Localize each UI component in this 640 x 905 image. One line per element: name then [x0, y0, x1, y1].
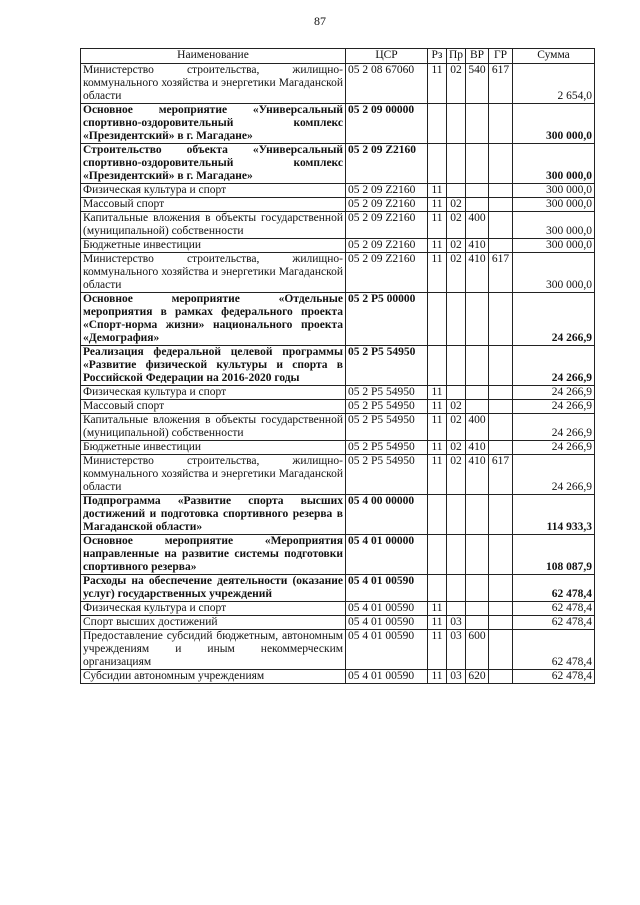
row-csr: 05 4 01 00590 [346, 575, 428, 602]
row-gr [489, 495, 513, 535]
row-sum: 300 000,0 [513, 184, 595, 198]
row-gr [489, 414, 513, 441]
row-name: Массовый спорт [81, 198, 346, 212]
row-rz: 11 [428, 198, 447, 212]
row-gr [489, 602, 513, 616]
header-name: Наименование [81, 49, 346, 64]
row-name: Министерство строительства, жилищно-коммунального хозяйства и энергетики Магаданской области [81, 455, 346, 495]
table-row [81, 386, 595, 400]
row-sum: 300 000,0 [513, 198, 595, 212]
row-vr [466, 400, 489, 414]
row-vr [466, 602, 489, 616]
page-number: 87 [314, 14, 326, 28]
row-sum: 114 933,3 [513, 495, 595, 535]
row-vr [466, 616, 489, 630]
table-row [81, 104, 595, 144]
row-name: Спорт высших достижений [81, 616, 346, 630]
table-row [81, 670, 595, 684]
row-sum: 24 266,9 [513, 293, 595, 346]
row-pr [447, 575, 466, 602]
row-name: Основное мероприятие «Отдельные мероприятия в рамках федерального проекта «Спорт-норма жизни» национального проекта «Демография» [81, 293, 346, 346]
row-name: Физическая культура и спорт [81, 184, 346, 198]
row-name: Основное мероприятие «Мероприятия направленные на развитие системы подготовки спортивного резерва» [81, 535, 346, 575]
table-row [81, 400, 595, 414]
row-gr: 617 [489, 455, 513, 495]
header-rz: Рз [428, 49, 447, 64]
row-rz: 11 [428, 253, 447, 293]
table-row [81, 64, 595, 104]
row-gr [489, 670, 513, 684]
row-rz [428, 346, 447, 386]
row-pr [447, 386, 466, 400]
row-gr [489, 630, 513, 670]
table-row [81, 495, 595, 535]
row-pr: 02 [447, 441, 466, 455]
row-vr [466, 293, 489, 346]
row-name: Физическая культура и спорт [81, 602, 346, 616]
row-name: Массовый спорт [81, 400, 346, 414]
table-header-row [81, 49, 595, 64]
row-pr [447, 184, 466, 198]
row-csr: 05 2 09 00000 [346, 104, 428, 144]
row-csr: 05 4 01 00590 [346, 602, 428, 616]
row-name: Министерство строительства, жилищно-коммунального хозяйства и энергетики Магаданской области [81, 64, 346, 104]
row-gr: 617 [489, 253, 513, 293]
row-pr: 02 [447, 414, 466, 441]
row-csr: 05 4 01 00000 [346, 535, 428, 575]
row-sum: 24 266,9 [513, 455, 595, 495]
row-name: Реализация федеральной целевой программы «Развитие физической культуры и спорта в Российской Федерации на 2016-2020 годы [81, 346, 346, 386]
row-name: Субсидии автономным учреждениям [81, 670, 346, 684]
row-sum: 24 266,9 [513, 346, 595, 386]
row-rz: 11 [428, 239, 447, 253]
row-vr [466, 346, 489, 386]
row-pr: 03 [447, 670, 466, 684]
row-sum: 2 654,0 [513, 64, 595, 104]
row-sum: 300 000,0 [513, 104, 595, 144]
row-rz [428, 535, 447, 575]
row-csr: 05 2 P5 54950 [346, 414, 428, 441]
row-gr [489, 184, 513, 198]
row-pr: 03 [447, 630, 466, 670]
row-gr [489, 104, 513, 144]
row-pr: 02 [447, 212, 466, 239]
row-rz: 11 [428, 455, 447, 495]
row-gr [489, 239, 513, 253]
row-gr [489, 386, 513, 400]
row-vr [466, 198, 489, 212]
row-pr: 02 [447, 455, 466, 495]
row-pr: 02 [447, 400, 466, 414]
row-pr: 02 [447, 239, 466, 253]
row-name: Подпрограмма «Развитие спорта высших достижений и подготовка спортивного резерва в Магаданской области» [81, 495, 346, 535]
row-gr [489, 441, 513, 455]
table-row [81, 184, 595, 198]
header-pr: Пр [447, 49, 466, 64]
row-csr: 05 2 08 67060 [346, 64, 428, 104]
budget-table [80, 48, 595, 684]
row-name: Строительство объекта «Универсальный спортивно-оздоровительный комплекс «Президентский» в г. Магадане» [81, 144, 346, 184]
row-rz [428, 104, 447, 144]
row-pr: 02 [447, 64, 466, 104]
row-sum: 62 478,4 [513, 670, 595, 684]
header-gr: ГР [489, 49, 513, 64]
header-csr: ЦСР [346, 49, 428, 64]
table-row [81, 441, 595, 455]
row-csr: 05 2 09 Z2160 [346, 239, 428, 253]
row-gr [489, 293, 513, 346]
row-vr [466, 144, 489, 184]
row-csr: 05 2 09 Z2160 [346, 184, 428, 198]
row-name: Капитальные вложения в объекты государственной (муниципальной) собственности [81, 414, 346, 441]
table-row [81, 575, 595, 602]
row-sum: 62 478,4 [513, 602, 595, 616]
row-pr [447, 602, 466, 616]
row-vr [466, 575, 489, 602]
row-vr [466, 104, 489, 144]
row-pr [447, 346, 466, 386]
row-csr: 05 4 01 00590 [346, 616, 428, 630]
row-rz: 11 [428, 400, 447, 414]
row-vr [466, 184, 489, 198]
row-vr: 540 [466, 64, 489, 104]
table-row [81, 535, 595, 575]
row-csr: 05 2 P5 54950 [346, 346, 428, 386]
table-row [81, 144, 595, 184]
row-csr: 05 2 P5 54950 [346, 386, 428, 400]
row-csr: 05 4 01 00590 [346, 670, 428, 684]
row-gr [489, 535, 513, 575]
row-gr [489, 616, 513, 630]
row-gr [489, 575, 513, 602]
row-vr [466, 535, 489, 575]
row-vr: 410 [466, 239, 489, 253]
table-row [81, 253, 595, 293]
row-name: Предоставление субсидий бюджетным, автономным учреждениям и иным некоммерческим организациям [81, 630, 346, 670]
row-rz [428, 144, 447, 184]
row-pr [447, 535, 466, 575]
row-pr [447, 293, 466, 346]
row-rz: 11 [428, 670, 447, 684]
row-sum: 62 478,4 [513, 575, 595, 602]
row-csr: 05 4 01 00590 [346, 630, 428, 670]
row-csr: 05 2 P5 54950 [346, 400, 428, 414]
row-csr: 05 2 09 Z2160 [346, 253, 428, 293]
table-body [81, 64, 595, 684]
row-pr: 02 [447, 253, 466, 293]
row-vr: 410 [466, 253, 489, 293]
row-name: Бюджетные инвестиции [81, 441, 346, 455]
row-vr: 620 [466, 670, 489, 684]
row-rz: 11 [428, 414, 447, 441]
row-sum: 300 000,0 [513, 144, 595, 184]
table-row [81, 212, 595, 239]
row-pr: 03 [447, 616, 466, 630]
header-vr: ВР [466, 49, 489, 64]
row-rz: 11 [428, 441, 447, 455]
table-row [81, 602, 595, 616]
table-row [81, 616, 595, 630]
row-pr: 02 [447, 198, 466, 212]
row-pr [447, 144, 466, 184]
header-sum: Сумма [513, 49, 595, 64]
row-pr [447, 104, 466, 144]
row-csr: 05 2 09 Z2160 [346, 212, 428, 239]
row-vr: 600 [466, 630, 489, 670]
row-vr: 410 [466, 441, 489, 455]
row-name: Бюджетные инвестиции [81, 239, 346, 253]
row-name: Расходы на обеспечение деятельности (оказание услуг) государственных учреждений [81, 575, 346, 602]
row-csr: 05 2 P5 54950 [346, 441, 428, 455]
table-row [81, 293, 595, 346]
row-sum: 300 000,0 [513, 212, 595, 239]
row-sum: 62 478,4 [513, 630, 595, 670]
row-name: Физическая культура и спорт [81, 386, 346, 400]
row-rz: 11 [428, 184, 447, 198]
row-vr: 400 [466, 212, 489, 239]
row-csr: 05 2 09 Z2160 [346, 144, 428, 184]
row-rz: 11 [428, 602, 447, 616]
row-sum: 300 000,0 [513, 239, 595, 253]
row-rz [428, 495, 447, 535]
row-name: Основное мероприятие «Универсальный спортивно-оздоровительный комплекс «Президентский» в г. Магадане» [81, 104, 346, 144]
table-row [81, 198, 595, 212]
row-vr: 400 [466, 414, 489, 441]
row-csr: 05 2 P5 00000 [346, 293, 428, 346]
row-rz: 11 [428, 616, 447, 630]
row-csr: 05 4 00 00000 [346, 495, 428, 535]
row-csr: 05 2 09 Z2160 [346, 198, 428, 212]
row-name: Капитальные вложения в объекты государственной (муниципальной) собственности [81, 212, 346, 239]
row-sum: 300 000,0 [513, 253, 595, 293]
row-sum: 62 478,4 [513, 616, 595, 630]
row-pr [447, 495, 466, 535]
row-rz [428, 575, 447, 602]
row-sum: 24 266,9 [513, 400, 595, 414]
row-rz: 11 [428, 386, 447, 400]
row-vr [466, 386, 489, 400]
row-vr: 410 [466, 455, 489, 495]
row-rz: 11 [428, 212, 447, 239]
row-gr: 617 [489, 64, 513, 104]
row-gr [489, 144, 513, 184]
row-rz: 11 [428, 630, 447, 670]
row-sum: 24 266,9 [513, 386, 595, 400]
table-row [81, 346, 595, 386]
row-gr [489, 400, 513, 414]
table-row [81, 414, 595, 441]
row-sum: 24 266,9 [513, 441, 595, 455]
table-row [81, 630, 595, 670]
row-vr [466, 495, 489, 535]
row-rz [428, 293, 447, 346]
row-csr: 05 2 P5 54950 [346, 455, 428, 495]
row-gr [489, 198, 513, 212]
table-row [81, 239, 595, 253]
row-sum: 24 266,9 [513, 414, 595, 441]
table-row [81, 455, 595, 495]
row-gr [489, 212, 513, 239]
row-sum: 108 087,9 [513, 535, 595, 575]
row-rz: 11 [428, 64, 447, 104]
row-name: Министерство строительства, жилищно-коммунального хозяйства и энергетики Магаданской области [81, 253, 346, 293]
row-gr [489, 346, 513, 386]
